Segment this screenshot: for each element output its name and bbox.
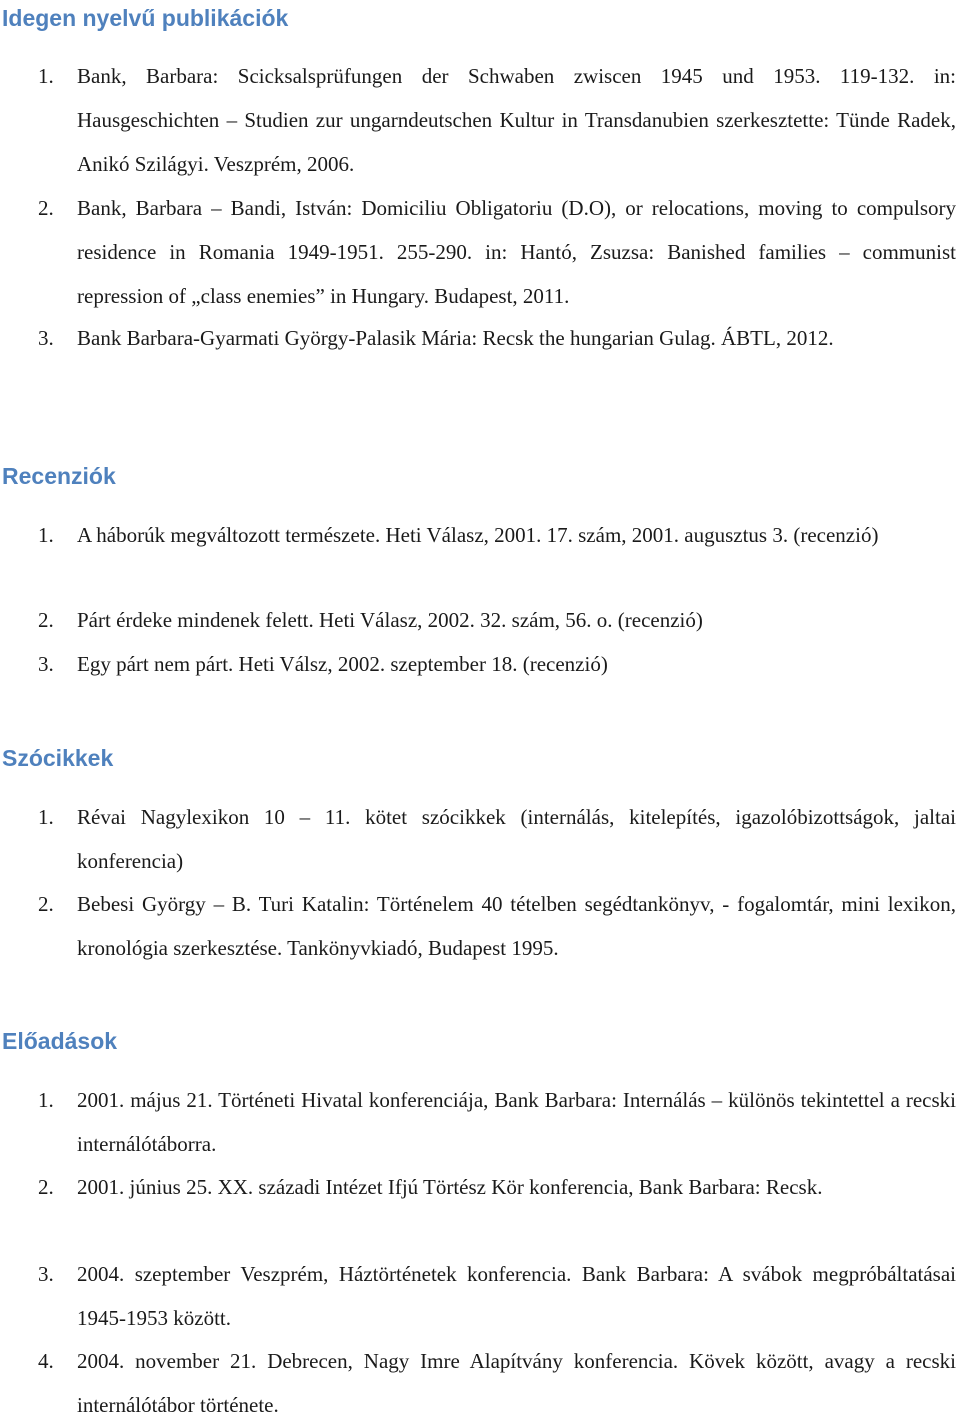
item-number: 1.: [38, 64, 54, 88]
section-heading-encyclopedia-entries: Szócikkek: [2, 745, 114, 771]
item-text: Párt érdeke mindenek felett. Heti Válasz, 2002. 32. szám, 56. o. (recenzió): [77, 608, 703, 632]
item-text: 2004. szeptember Veszprém, Háztörténetek konferencia. Bank Barbara: A svábok megpróbáltatásai 1945-1953 között.: [77, 1262, 956, 1330]
item-text: 2001. május 21. Történeti Hivatal konferenciája, Bank Barbara: Internálás – különös tekintettel a recski internálótáborra.: [77, 1088, 956, 1156]
item-text: Bank, Barbara – Bandi, István: Domiciliu Obligatoriu (D.O), or relocations, moving to compulsory residence in Romania 1949-1951. 255-290. in: Hantó, Zsuzsa: Banished families – communist repression of „class enemies” in Hungary. Budapest, 2011.: [77, 196, 956, 308]
list-item: [0, 54, 956, 186]
item-text: Révai Nagylexikon 10 – 11. kötet szócikkek (internálás, kitelepítés, igazolóbizottságok, jaltai konferencia): [77, 805, 956, 873]
list-item: [0, 599, 956, 641]
item-number: 1.: [38, 805, 54, 829]
list-item: [0, 1252, 956, 1340]
section-heading-lectures: Előadások: [2, 1028, 118, 1054]
item-number: 1.: [38, 523, 54, 547]
list-item: [0, 1339, 956, 1419]
item-text: 2004. november 21. Debrecen, Nagy Imre Alapítvány konferencia. Kövek között, avagy a recski internálótábor története.: [77, 1349, 956, 1417]
item-number: 1.: [38, 1088, 54, 1112]
item-text: Bebesi György – B. Turi Katalin: Történelem 40 tételben segédtankönyv, - fogalomtár, mini lexikon, kronológia szerkesztése. Tankönyvkiadó, Budapest 1995.: [77, 892, 956, 960]
item-number: 4.: [38, 1349, 54, 1373]
item-number: 2.: [38, 892, 54, 916]
list-item: [0, 514, 956, 598]
item-number: 3.: [38, 1262, 54, 1286]
section-heading-reviews: Recenziók: [2, 463, 116, 489]
list-item: [0, 882, 956, 970]
item-number: 2.: [38, 1175, 54, 1199]
item-text: A háborúk megváltozott természete. Heti Válasz, 2001. 17. szám, 2001. augusztus 3. (recenzió): [77, 523, 879, 547]
list-item: [0, 1165, 956, 1253]
item-text: Bank Barbara-Gyarmati György-Palasik Mária: Recsk the hungarian Gulag. ÁBTL, 2012.: [77, 326, 834, 350]
list-item: [0, 186, 956, 318]
list-item: [0, 1078, 956, 1166]
item-number: 3.: [38, 326, 54, 350]
item-text: Egy párt nem párt. Heti Válsz, 2002. szeptember 18. (recenzió): [77, 652, 608, 676]
item-text: 2001. június 25. XX. századi Intézet Ifjú Törtész Kör konferencia, Bank Barbara: Recsk.: [77, 1175, 823, 1199]
list-item: [0, 795, 956, 883]
list-item: [0, 316, 956, 404]
item-text: Bank, Barbara: Scicksalsprüfungen der Schwaben zwiscen 1945 und 1953. 119-132. in: Hausgeschichten – Studien zur ungarndeutschen Kultur in Transdanubien szerkesztette: Tünde Radek, Anikó Szilágyi. Veszprém, 2006.: [77, 64, 956, 176]
item-number: 2.: [38, 608, 54, 632]
list-item: [0, 643, 956, 685]
item-number: 2.: [38, 196, 54, 220]
section-heading-foreign-publications: Idegen nyelvű publikációk: [2, 5, 289, 31]
item-number: 3.: [38, 652, 54, 676]
